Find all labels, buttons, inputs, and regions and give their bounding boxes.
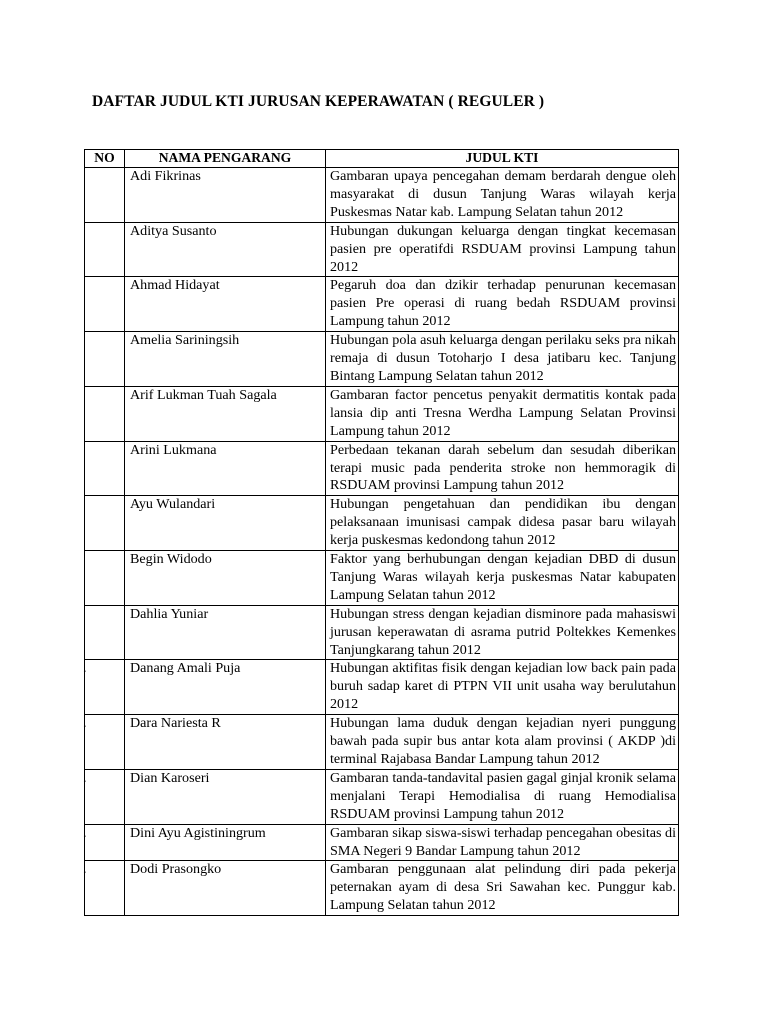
kti-title: Gambaran tanda-tandavital pasien gagal ginjal kronik selama menjalani Terapi Hemodialisa di ruang Hemodialisa RSDUAM provinsi Lampung tahun 2012 — [326, 769, 679, 824]
row-number-cell — [85, 496, 125, 551]
kti-title: Gambaran upaya pencegahan demam berdarah dengue oleh masyarakat di dusun Tanjung Waras wilayah kerja Puskesmas Natar kab. Lampung Selatan tahun 2012 — [326, 168, 679, 223]
header-no: NO — [85, 150, 125, 168]
kti-title: Gambaran factor pencetus penyakit dermatitis kontak pada lansia dip anti Tresna Werdha Lampung Selatan Provinsi Lampung tahun 2012 — [326, 386, 679, 441]
kti-title: Gambaran penggunaan alat pelindung diri pada pekerja peternakan ayam di desa Sri Sawahan kec. Punggur kab. Lampung Selatan tahun 2012 — [326, 861, 679, 916]
author-name: Arini Lukmana — [125, 441, 326, 496]
kti-title: Faktor yang berhubungan dengan kejadian DBD di dusun Tanjung Waras wilayah kerja puskesmas Natar kabupaten Lampung Selatan tahun 2012 — [326, 551, 679, 606]
kti-title: Hubungan pengetahuan dan pendidikan ibu dengan pelaksanaan imunisasi campak didesa pasar baru wilayah kerja puskesmas kedondong tahun 2012 — [326, 496, 679, 551]
row-number-cell — [85, 222, 125, 277]
table-row — [85, 496, 679, 551]
kti-title: Gambaran sikap siswa-siswi terhadap pencegahan obesitas di SMA Negeri 9 Bandar Lampung tahun 2012 — [326, 824, 679, 861]
author-name: Dian Karoseri — [125, 769, 326, 824]
author-name: Amelia Sariningsih — [125, 332, 326, 387]
row-number-cell — [85, 332, 125, 387]
kti-title: Hubungan stress dengan kejadian disminore pada mahasiswi jurusan keperawatan di asrama putrid Poltekkes Kemenkes Tanjungkarang tahun 2012 — [326, 605, 679, 660]
row-number-cell — [85, 386, 125, 441]
row-number-cell — [85, 824, 125, 861]
row-number: . — [83, 862, 87, 878]
row-number-cell — [85, 277, 125, 332]
author-name: Begin Widodo — [125, 551, 326, 606]
row-number-cell — [85, 441, 125, 496]
header-name: NAMA PENGARANG — [125, 150, 326, 168]
author-name: Dara Nariesta R — [125, 715, 326, 770]
table-row — [85, 660, 679, 715]
table-header-row — [85, 150, 679, 168]
author-name: Ahmad Hidayat — [125, 277, 326, 332]
author-name: Aditya Susanto — [125, 222, 326, 277]
kti-title: Hubungan lama duduk dengan kejadian nyeri punggung bawah pada supir bus antar kota alam provinsi ( AKDP )di terminal Rajabasa Bandar Lampung tahun 2012 — [326, 715, 679, 770]
author-name: Adi Fikrinas — [125, 168, 326, 223]
table-row — [85, 769, 679, 824]
table-row — [85, 332, 679, 387]
row-number-cell — [85, 861, 125, 916]
kti-title: Hubungan dukungan keluarga dengan tingkat kecemasan pasien pre operatifdi RSDUAM provinsi Lampung tahun 2012 — [326, 222, 679, 277]
header-title: JUDUL KTI — [326, 150, 679, 168]
row-number: . — [83, 825, 87, 841]
author-name: Dahlia Yuniar — [125, 605, 326, 660]
table-row — [85, 168, 679, 223]
row-number-cell — [85, 551, 125, 606]
kti-title: Hubungan aktifitas fisik dengan kejadian low back pain pada buruh sadap karet di PTPN VII unit usaha way berulutahun 2012 — [326, 660, 679, 715]
row-number: . — [83, 770, 87, 786]
document-title: DAFTAR JUDUL KTI JURUSAN KEPERAWATAN ( REGULER ) — [92, 93, 545, 110]
kti-title: Perbedaan tekanan darah sebelum dan sesudah diberikan terapi music pada penderita stroke non hemmoragik di RSDUAM provinsi Lampung tahun 2012 — [326, 441, 679, 496]
kti-title: Pegaruh doa dan dzikir terhadap penurunan kecemasan pasien Pre operasi di ruang bedah RSDUAM provinsi Lampung tahun 2012 — [326, 277, 679, 332]
row-number-cell — [85, 769, 125, 824]
table-row — [85, 386, 679, 441]
table-row — [85, 861, 679, 916]
table-row — [85, 605, 679, 660]
table-row — [85, 551, 679, 606]
table-row — [85, 715, 679, 770]
author-name: Ayu Wulandari — [125, 496, 326, 551]
row-number-cell — [85, 660, 125, 715]
table-row — [85, 277, 679, 332]
table-row — [85, 222, 679, 277]
row-number: . — [83, 716, 87, 732]
table-row — [85, 441, 679, 496]
row-number-cell — [85, 715, 125, 770]
row-number-cell — [85, 605, 125, 660]
author-name: Danang Amali Puja — [125, 660, 326, 715]
row-number: . — [83, 661, 87, 677]
kti-table — [84, 149, 679, 916]
row-number-cell — [85, 168, 125, 223]
table-row — [85, 824, 679, 861]
author-name: Dini Ayu Agistiningrum — [125, 824, 326, 861]
author-name: Dodi Prasongko — [125, 861, 326, 916]
table-body — [85, 168, 679, 916]
author-name: Arif Lukman Tuah Sagala — [125, 386, 326, 441]
kti-title: Hubungan pola asuh keluarga dengan perilaku seks pra nikah remaja di dusun Totoharjo I desa jatibaru kec. Tanjung Bintang Lampung Selatan tahun 2012 — [326, 332, 679, 387]
